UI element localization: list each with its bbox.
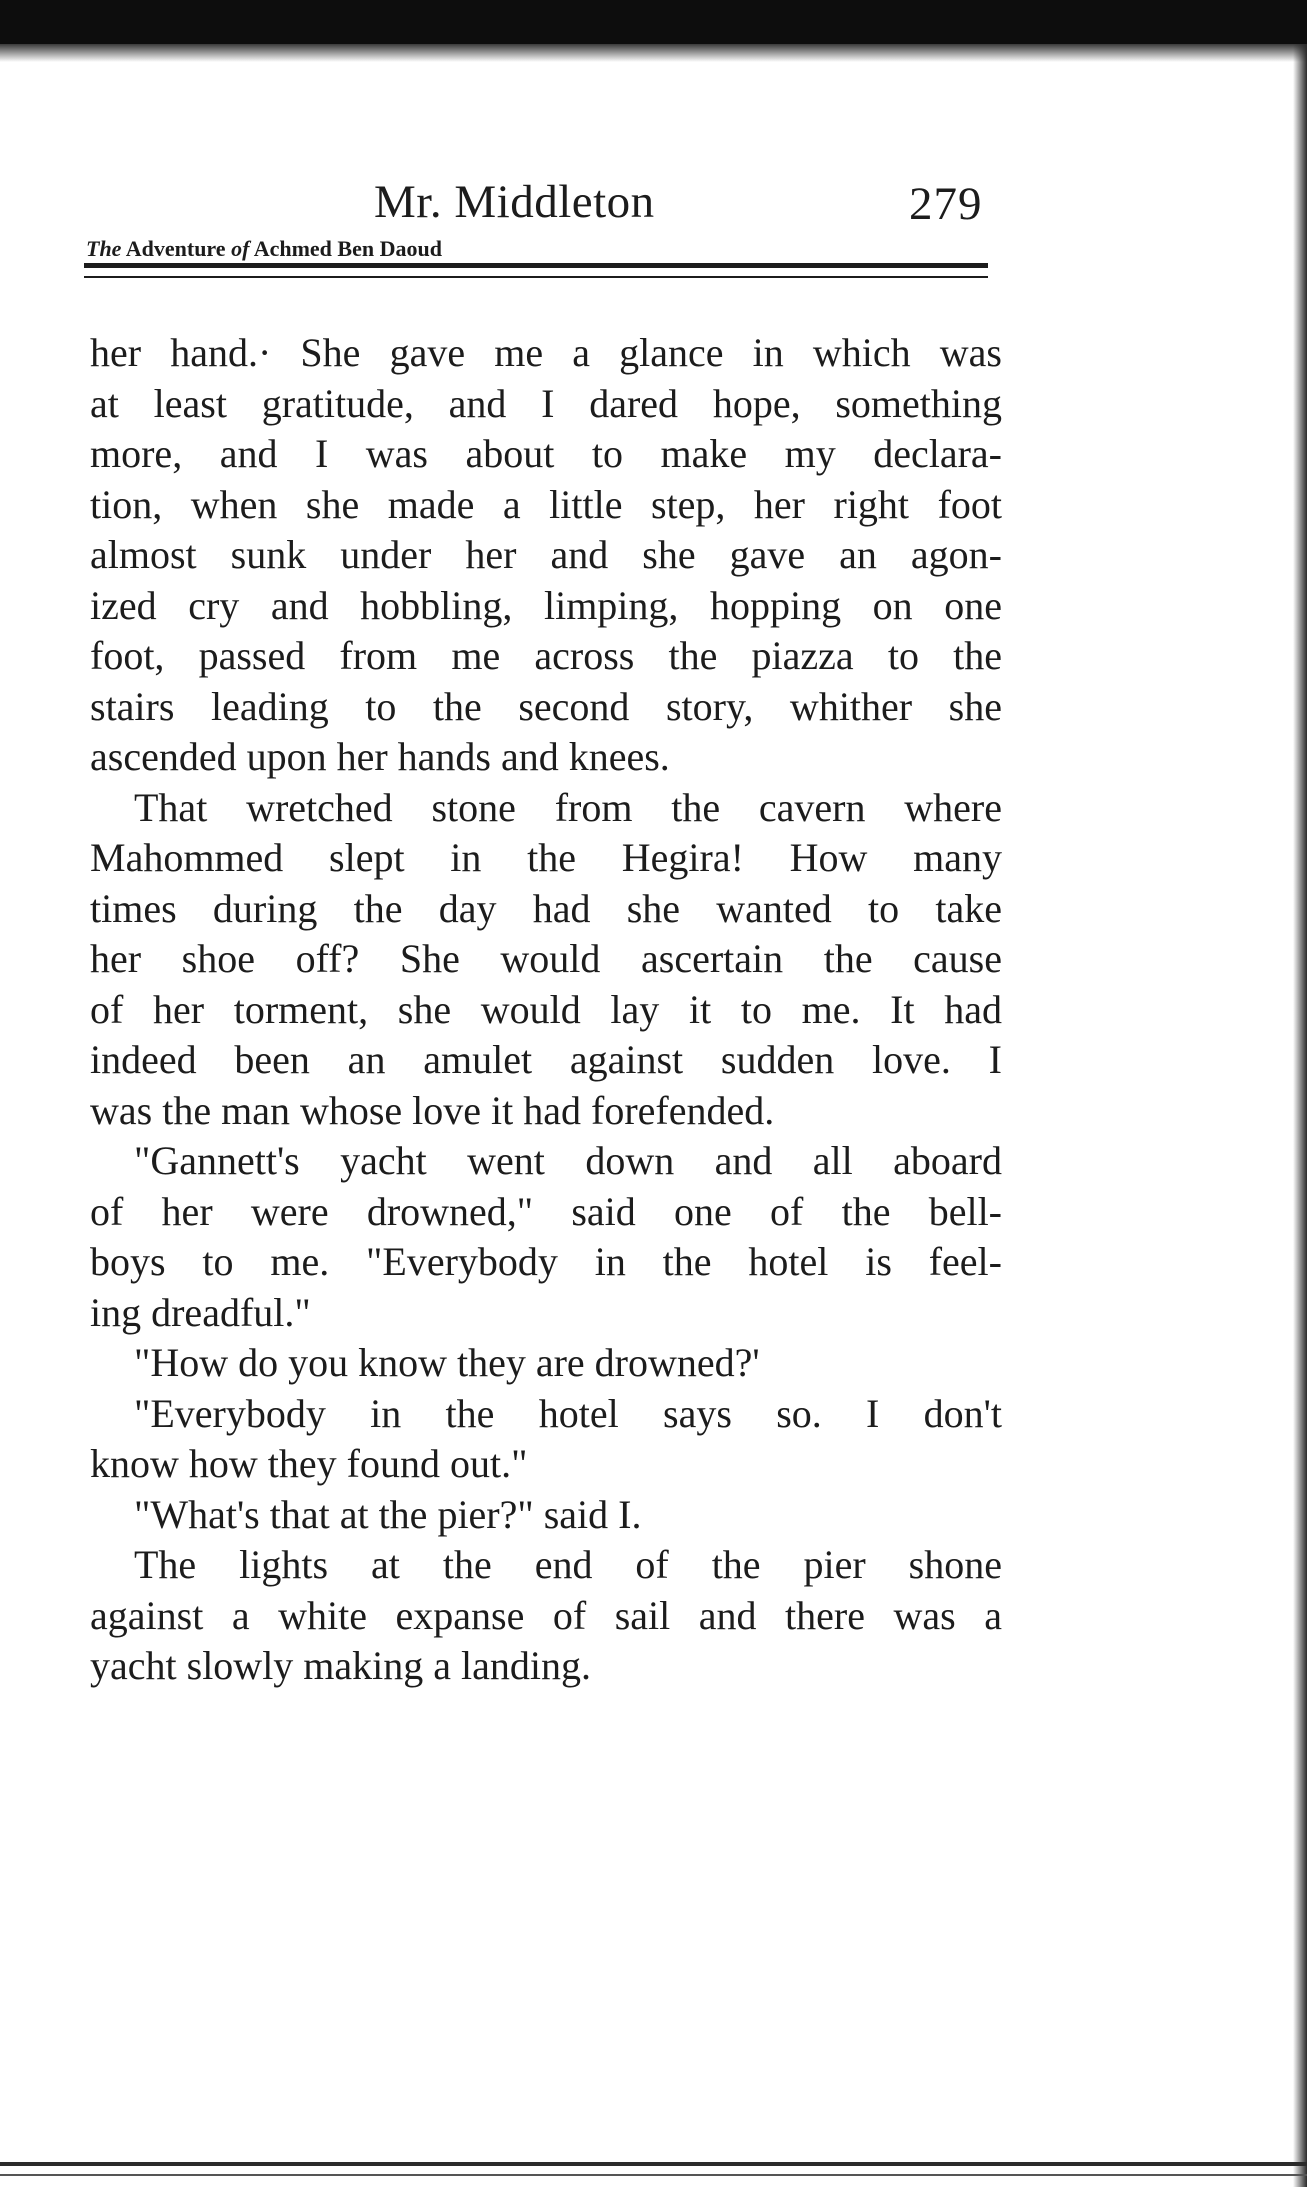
scan-shadow-top	[0, 44, 1307, 62]
text-line: was the man whose love it had forefended.	[90, 1087, 775, 1133]
text-line: Mahommed slept in the Hegira! How many	[90, 835, 1002, 880]
scan-border-bottom-line	[0, 2174, 1307, 2176]
text-line: The lights at the end of the pier shone	[134, 1542, 1002, 1587]
text-line: stairs leading to the second story, whither she	[90, 683, 1002, 729]
scan-border-bottom	[0, 2162, 1307, 2166]
text-line: against a white expanse of sail and there was a	[90, 1592, 1002, 1638]
text-line: foot, passed from me across the piazza to the	[90, 633, 1002, 678]
subtitle-name: Achmed Ben Daoud	[253, 236, 442, 261]
text-line: ascended upon her hands and knees.	[90, 734, 670, 779]
text-line: "Gannett's yacht went down and all aboard	[134, 1138, 1002, 1183]
text-line: indeed been an amulet against sudden love. I	[90, 1037, 1002, 1082]
page-number: 279	[909, 178, 983, 230]
text-line: times during the day had she wanted to take	[90, 885, 1002, 931]
text-line: her hand.· She gave me a glance in which was	[90, 330, 1002, 375]
text-line: her shoe off? She would ascertain the cause	[90, 936, 1002, 981]
header-rule-thick	[84, 263, 988, 268]
running-title: Mr. Middleton	[374, 176, 655, 228]
text-line: at least gratitude, and I dared hope, something	[90, 380, 1002, 426]
text-line: "What's that at the pier?" said I.	[134, 1491, 642, 1537]
text-line: tion, when she made a little step, her right foot	[90, 481, 1002, 527]
subtitle-of: of	[231, 236, 250, 261]
text-line: yacht slowly making a landing.	[90, 1643, 592, 1688]
text-line: of her were drowned," said one of the bell-	[90, 1188, 1002, 1234]
running-head	[84, 175, 984, 235]
body-text	[90, 328, 1002, 1692]
scan-border-top	[0, 0, 1307, 44]
text-line: That wretched stone from the cavern where	[134, 784, 1002, 830]
text-line: almost sunk under her and she gave an agon-	[90, 532, 1002, 577]
subtitle-the: The	[86, 236, 122, 261]
text-line: of her torment, she would lay it to me. It had	[90, 986, 1002, 1032]
scan-border-right	[1293, 44, 1307, 2187]
chapter-subtitle	[86, 236, 442, 262]
text-line: "Everybody in the hotel says so. I don't	[134, 1390, 1002, 1436]
text-line: more, and I was about to make my declara-	[90, 431, 1002, 476]
text-line: ized cry and hobbling, limping, hopping on one	[90, 582, 1002, 628]
subtitle-adventure: Adventure	[125, 236, 226, 261]
text-line: "How do you know they are drowned?'	[134, 1340, 760, 1385]
text-line: know how they found out."	[90, 1441, 528, 1486]
header-rule-thin	[84, 276, 988, 278]
text-line: boys to me. "Everybody in the hotel is feel-	[90, 1239, 1002, 1284]
text-line: ing dreadful."	[90, 1289, 311, 1335]
